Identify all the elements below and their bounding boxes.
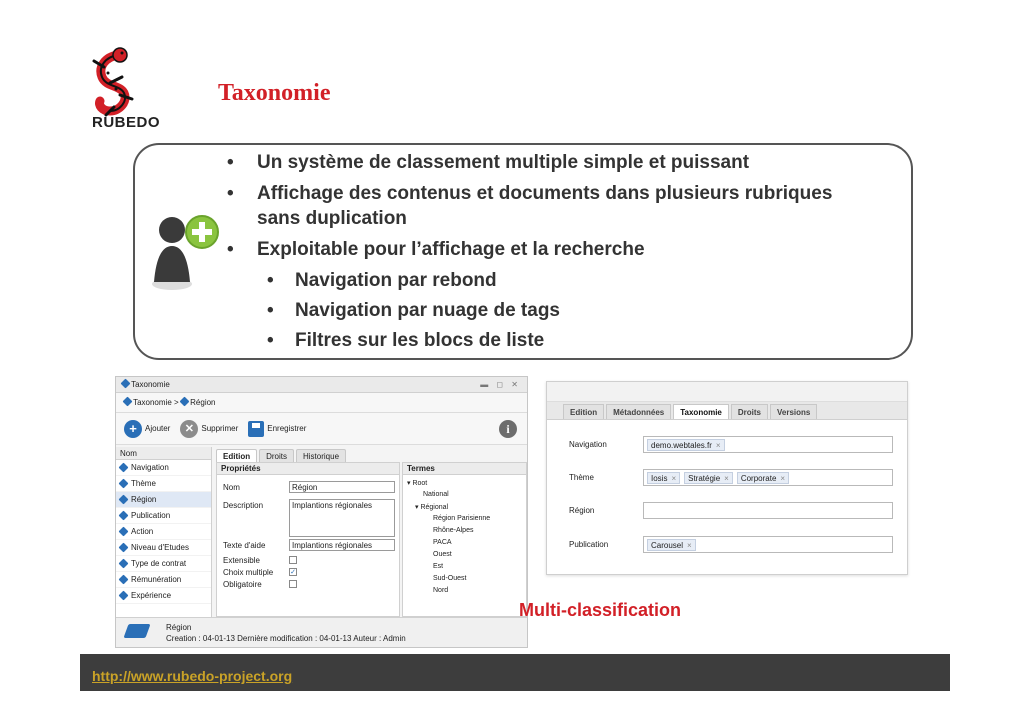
taxonomy-row [569, 469, 899, 487]
required-checkbox[interactable] [289, 580, 297, 588]
remove-tag-icon: × [780, 474, 786, 483]
list-item[interactable]: Expérience [116, 588, 211, 604]
tab-metadonnees[interactable]: Métadonnées [606, 404, 671, 419]
terms-tree [402, 462, 527, 617]
list-item[interactable]: Navigation [116, 460, 211, 476]
list-header: Nom [116, 447, 211, 460]
sub-bullet-item: • Navigation par nuage de tags [225, 298, 865, 323]
pen-icon [119, 463, 129, 473]
vocabulary-list [116, 447, 212, 617]
field-label: Choix multiple [223, 568, 274, 577]
tag-chip[interactable]: Carousel × [647, 539, 696, 551]
bullet-item: • Exploitable pour l’affichage et la recherche [225, 237, 865, 262]
list-item[interactable]: Type de contrat [116, 556, 211, 572]
tab-edition[interactable]: Edition [216, 449, 257, 462]
logo-wordmark: RUBEDO [92, 114, 161, 131]
form-tabs [547, 402, 907, 420]
save-icon [248, 421, 264, 437]
remove-tag-icon: × [724, 474, 729, 483]
multiple-choice-checkbox[interactable]: ✓ [290, 569, 296, 576]
tag-chip[interactable]: Corporate × [737, 472, 789, 484]
description-textarea[interactable]: Implantions régionales [289, 499, 395, 537]
toolbar [116, 413, 527, 445]
pen-icon [123, 624, 150, 638]
tab-droits[interactable]: Droits [259, 449, 294, 462]
footer-title: Région [166, 623, 192, 632]
extensible-checkbox[interactable] [289, 556, 297, 564]
tab-edition[interactable]: Edition [563, 404, 604, 419]
tag-chip[interactable]: demo.webtales.fr × [647, 439, 725, 451]
list-item[interactable]: Action [116, 524, 211, 540]
pen-icon [179, 397, 189, 407]
editor-tabs [216, 449, 346, 462]
tree-node[interactable]: Région Parisienne [433, 515, 491, 522]
row-label: Thème [569, 473, 594, 482]
tree-node[interactable]: PACA [433, 539, 452, 546]
tag-chip[interactable]: Stratégie × [684, 472, 733, 484]
pen-icon [121, 379, 131, 389]
properties-panel [216, 462, 400, 617]
window-title: Taxonomie [131, 380, 170, 389]
sub-bullet-item: • Filtres sur les blocs de liste [225, 328, 865, 353]
breadcrumb-item[interactable]: Taxonomie > [133, 398, 179, 407]
window-titlebar [116, 377, 527, 393]
status-footer [116, 617, 527, 647]
pen-icon [119, 543, 129, 553]
remove-tag-icon: × [715, 441, 721, 450]
list-item[interactable]: Thème [116, 476, 211, 492]
list-item[interactable]: Rémunération [116, 572, 211, 588]
tag-field[interactable] [643, 469, 893, 486]
pen-icon [119, 495, 129, 505]
taxonomy-editor-screenshot [115, 376, 528, 648]
list-item[interactable]: Niveau d'Etudes [116, 540, 211, 556]
tree-node[interactable]: National [423, 491, 449, 498]
tab-taxonomie[interactable]: Taxonomie [673, 404, 729, 419]
tag-chip[interactable]: Iosis × [647, 472, 680, 484]
terms-header: Termes [403, 463, 526, 475]
add-user-icon [148, 208, 228, 298]
classification-form-screenshot [546, 381, 908, 575]
save-button[interactable]: Enregistrer [248, 421, 306, 437]
field-label: Obligatoire [223, 580, 262, 589]
close-icon: ✕ [180, 420, 198, 438]
slide-title: Taxonomie [218, 80, 331, 106]
tab-versions[interactable]: Versions [770, 404, 817, 419]
footer-url-link[interactable]: http://www.rubedo-project.org [92, 668, 293, 684]
row-label: Publication [569, 540, 609, 549]
field-label: Texte d'aide [223, 541, 266, 550]
pen-icon [119, 591, 129, 601]
tab-droits[interactable]: Droits [731, 404, 768, 419]
tag-field[interactable] [643, 502, 893, 519]
name-input[interactable]: Région [289, 481, 395, 493]
bullet-item: • Un système de classement multiple simple et puissant [225, 150, 865, 175]
list-item[interactable]: Publication [116, 508, 211, 524]
tab-historique[interactable]: Historique [296, 449, 346, 462]
pen-icon [119, 511, 129, 521]
properties-header: Propriétés [217, 463, 399, 475]
caption-multi-classification: Multi-classification [519, 600, 682, 620]
pen-icon [119, 559, 129, 569]
field-label: Nom [223, 483, 240, 492]
remove-tag-icon: × [687, 541, 692, 550]
field-label: Description [223, 501, 264, 510]
row-label: Navigation [569, 440, 607, 449]
delete-button[interactable]: ✕ Supprimer [180, 420, 238, 438]
add-button[interactable]: + Ajouter [124, 420, 170, 438]
plus-icon: + [124, 420, 142, 438]
tag-field[interactable] [643, 536, 893, 553]
tree-node[interactable]: Sud-Ouest [433, 575, 467, 582]
tree-node[interactable]: Est [433, 563, 444, 570]
tree-node[interactable]: Nord [433, 587, 449, 594]
pen-icon [119, 575, 129, 585]
field-label: Extensible [223, 556, 260, 565]
pen-icon [123, 397, 133, 407]
breadcrumb [116, 393, 527, 413]
pen-icon [119, 527, 129, 537]
footer-meta: Creation : 04-01-13 Dernière modification : 04-01-13 Auteur : Admin [166, 634, 406, 643]
form-topbar [547, 382, 907, 402]
help-text-input[interactable]: Implantions régionales [289, 539, 395, 551]
tree-node[interactable]: ▾ Régional [415, 504, 449, 511]
remove-tag-icon: × [671, 474, 677, 483]
pen-icon [119, 479, 129, 489]
window-controls[interactable]: ▬ ◻ ✕ [480, 380, 521, 389]
tree-node[interactable]: Rhône-Alpes [433, 527, 474, 534]
breadcrumb-item[interactable]: Région [190, 398, 216, 407]
list-item-selected[interactable]: Région [116, 492, 211, 508]
tag-field[interactable] [643, 436, 893, 453]
tree-node[interactable]: ▾ Root [407, 480, 428, 487]
row-label: Région [569, 506, 595, 515]
sub-bullet-item: • Navigation par rebond [225, 268, 865, 293]
bullet-item: • Affichage des contenus et documents dans plusieurs rubriques sans duplication [225, 181, 865, 231]
bullet-list [225, 150, 865, 358]
taxonomy-row [569, 536, 899, 554]
tree-node[interactable]: Ouest [433, 551, 452, 558]
taxonomy-row [569, 502, 899, 520]
info-icon[interactable]: i [499, 420, 517, 438]
taxonomy-row [569, 436, 899, 454]
